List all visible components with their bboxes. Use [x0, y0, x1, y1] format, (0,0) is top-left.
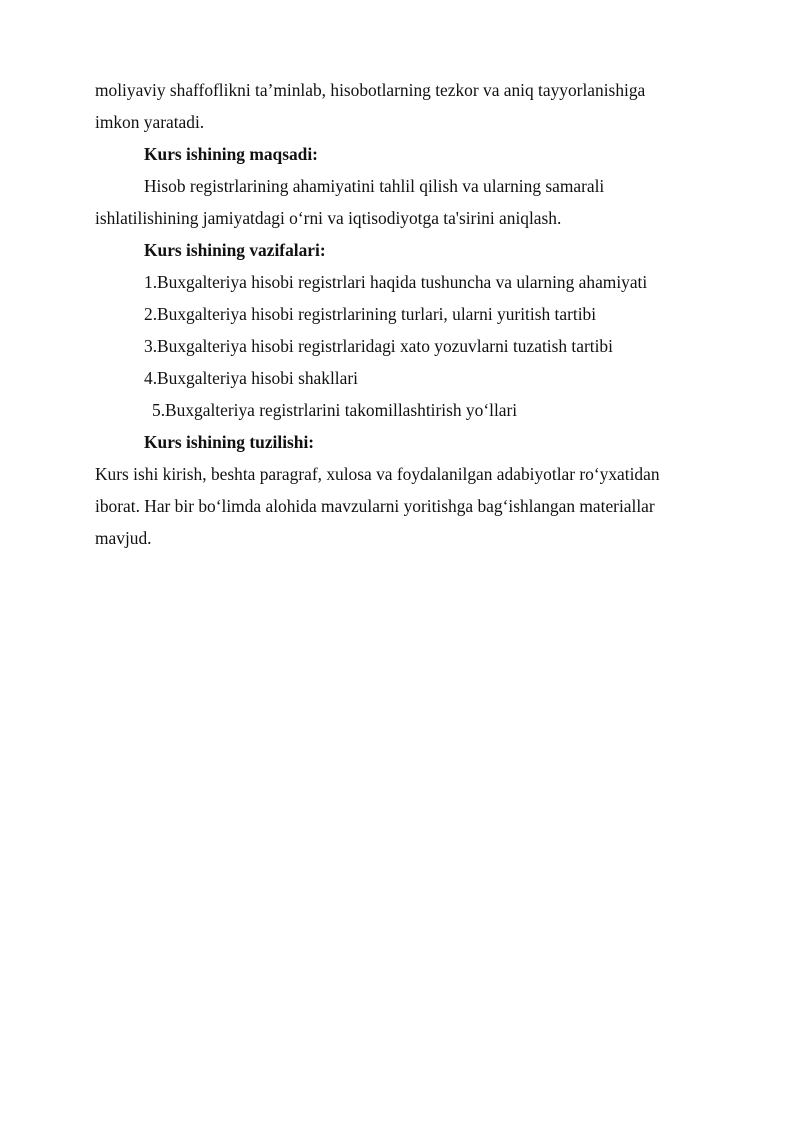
task-item: 1.Buxgalteriya hisobi registrlari haqida tushuncha va ularning ahamiyati: [144, 272, 648, 292]
goal-line: Hisob registrlarining ahamiyatini tahlil qilish va ularning samarali: [144, 176, 605, 196]
structure-line: Kurs ishi kirish, beshta paragraf, xulosa va foydalanilgan adabiyotlar ro‘yxatidan: [95, 464, 660, 484]
task-item: 3.Buxgalteriya hisobi registrlaridagi xato yozuvlarni tuzatish tartibi: [144, 336, 613, 356]
task-item: 5.Buxgalteriya registrlarini takomillashtirish yo‘llari: [152, 400, 518, 420]
structure-line: mavjud.: [95, 528, 152, 548]
tasks-heading: Kurs ishining vazifalari:: [144, 240, 326, 260]
intro-line: moliyaviy shaffoflikni ta’minlab, hisobotlarning tezkor va aniq tayyorlanishiga: [95, 80, 646, 100]
intro-line: imkon yaratadi.: [95, 112, 205, 132]
task-item: 4.Buxgalteriya hisobi shakllari: [144, 368, 358, 388]
structure-heading: Kurs ishining tuzilishi:: [144, 432, 315, 452]
task-item: 2.Buxgalteriya hisobi registrlarining turlari, ularni yuritish tartibi: [144, 304, 597, 324]
document-body: [95, 74, 725, 554]
structure-line: iborat. Har bir bo‘limda alohida mavzularni yoritishga bag‘ishlangan materiallar: [95, 496, 655, 516]
goal-line: ishlatilishining jamiyatdagi o‘rni va iqtisodiyotga ta'sirini aniqlash.: [95, 208, 562, 228]
goal-heading: Kurs ishining maqsadi:: [144, 144, 318, 164]
